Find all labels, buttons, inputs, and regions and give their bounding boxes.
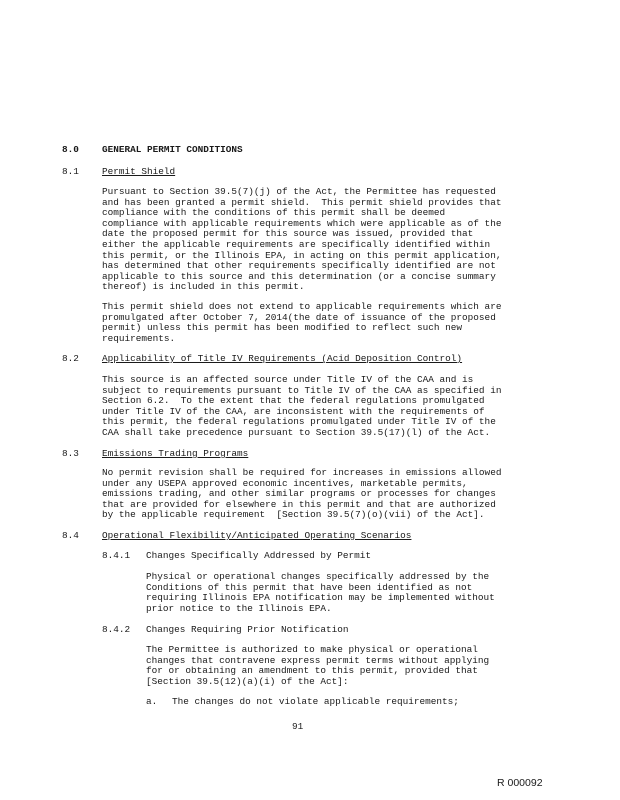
page-number: 91 xyxy=(292,721,304,732)
section-title: GENERAL PERMIT CONDITIONS xyxy=(102,144,243,155)
permit-shield-paragraph-1: Pursuant to Section 39.5(7)(j) of the Act, the Permittee has requested and has been granted a permit shield. This permit shield provides that compliance with the conditions of this permit shall be deemed compliance with applicable requirements which were applicable as of the date the proposed permit for this source was issued, provided that either the applicable requirements are specifically identified within this permit, or the Illinois EPA, in acting on this permit application, has determined that other requirements specifically identified are not applicable to this source and this determination (or a concise summary thereof) is included in this permit. xyxy=(102,186,502,293)
list-item-label-a: a. xyxy=(146,696,158,707)
subsection-number-8-2: 8.2 xyxy=(62,353,79,364)
bates-number: R 000092 xyxy=(497,777,543,789)
list-item-text-a: The changes do not violate applicable requirements; xyxy=(172,696,459,707)
changes-addressed-paragraph: Physical or operational changes specifically addressed by the Conditions of this permit that have been identified as not requiring Illinois EPA notification may be implemented without prior notice to the Illinois EPA. xyxy=(146,571,495,614)
subsubsection-title-8-4-2: Changes Requiring Prior Notification xyxy=(146,624,349,635)
subsection-number-8-4: 8.4 xyxy=(62,530,79,541)
subsubsection-number-8-4-1: 8.4.1 xyxy=(102,550,131,561)
subsection-number-8-1: 8.1 xyxy=(62,166,79,177)
permit-shield-paragraph-2: This permit shield does not extend to applicable requirements which are promulgated after October 7, 2014(the date of issuance of the proposed permit) unless this permit has been modified to reflect such new requirements. xyxy=(102,301,502,344)
subsubsection-title-8-4-1: Changes Specifically Addressed by Permit xyxy=(146,550,372,561)
section-number: 8.0 xyxy=(62,144,79,155)
subsection-title-permit-shield: Permit Shield xyxy=(102,166,176,177)
subsection-title-operational-flexibility: Operational Flexibility/Anticipated Operating Scenarios xyxy=(102,530,412,541)
subsubsection-number-8-4-2: 8.4.2 xyxy=(102,624,131,635)
subsection-title-emissions-trading: Emissions Trading Programs xyxy=(102,448,249,459)
prior-notification-paragraph: The Permittee is authorized to make physical or operational changes that contravene express permit terms without applying for or obtaining an amendment to this permit, provided that [Section 39.5(12)(a)(i) of the Act]: xyxy=(146,644,490,687)
subsection-title-title-iv: Applicability of Title IV Requirements (Acid Deposition Control) xyxy=(102,353,463,364)
title-iv-paragraph: This source is an affected source under Title IV of the CAA and is subject to requirements pursuant to Title IV of the CAA as specified in Section 6.2. To the extent that the federal regulations promulgated under Title IV of the CAA, are inconsistent with the requirements of this permit, the federal regulations promulgated under Title IV of the CAA shall take precedence pursuant to Section 39.5(17)(l) of the Act. xyxy=(102,374,502,438)
emissions-trading-paragraph: No permit revision shall be required for increases in emissions allowed under any USEPA approved economic incentives, marketable permits, emissions trading, and other similar programs or processes for changes that are provided for elsewhere in this permit and that are authorized by the applicable requirement [Section 39.5(7)(o)(vii) of the Act]. xyxy=(102,467,502,521)
subsection-number-8-3: 8.3 xyxy=(62,448,79,459)
